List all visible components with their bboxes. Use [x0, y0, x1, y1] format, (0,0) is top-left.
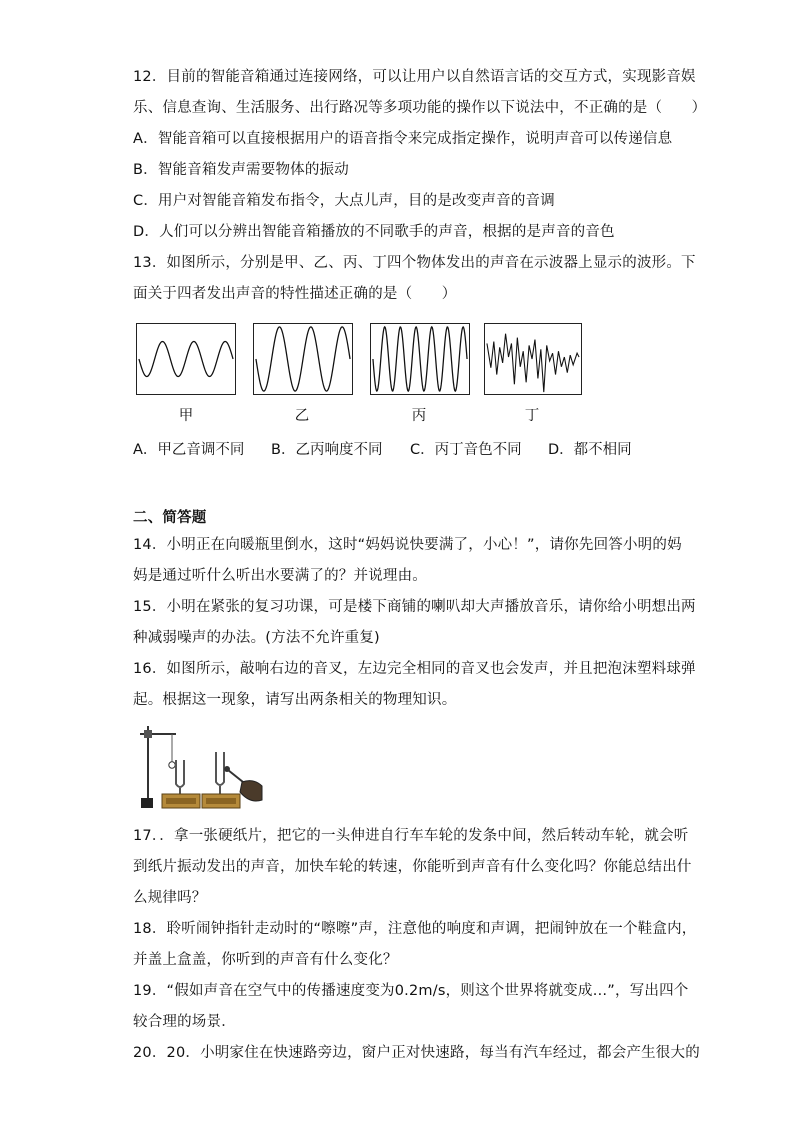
waveform-yi — [253, 323, 353, 395]
q19-line2: 较合理的场景． — [133, 1014, 236, 1030]
section-heading: 二、简答题 — [133, 510, 207, 526]
q13-line2: 面关于四者发出声音的特性描述正确的是（ ） — [133, 286, 457, 302]
tuning-fork-figure — [136, 720, 266, 812]
q14-line2: 妈是通过听什么听出水要满了的？并说理由。 — [133, 568, 427, 584]
q12-line1: 12．目前的智能音箱通过连接网络，可以让用户以自然语言话的交互方式，实现影音娱 — [133, 69, 696, 85]
q12-option-d: D．人们可以分辨出智能音箱播放的不同歌手的声音，根据的是声音的音色 — [133, 224, 615, 240]
wave-label-jia: 甲 — [178, 408, 194, 424]
q13-option-c: C．丙丁音色不同 — [410, 442, 522, 458]
q15-line1: 15．小明在紧张的复习功课，可是楼下商铺的喇叭却大声播放音乐，请你给小明想出两 — [133, 599, 696, 615]
q12-option-c: C．用户对智能音箱发布指令，大点儿声，目的是改变声音的音调 — [133, 193, 555, 209]
waveform-ding — [484, 323, 582, 395]
waveform-bing — [370, 323, 470, 395]
q17-line2: 到纸片振动发出的声音，加快车轮的转速，你能听到声音有什么变化吗？你能总结出什 — [133, 859, 692, 875]
q13-option-a: A．甲乙音调不同 — [133, 442, 245, 458]
q12-line2: 乐、信息查询、生活服务、出行路况等多项功能的操作以下说法中，不正确的是（ ） — [133, 100, 707, 116]
wave-label-ding: 丁 — [524, 408, 540, 424]
q16-line2: 起。根据这一现象，请写出两条相关的物理知识。 — [133, 692, 457, 708]
q17-line3: 么规律吗？ — [133, 890, 207, 906]
q14-line1: 14．小明正在向暖瓶里倒水，这时“妈妈说快要满了，小心！”，请你先回答小明的妈 — [133, 537, 682, 553]
q16-line1: 16．如图所示，敲响右边的音叉，左边完全相同的音叉也会发声，并且把泡沫塑料球弹 — [133, 661, 696, 677]
wave-label-bing: 丙 — [411, 408, 427, 424]
waveform-jia — [136, 323, 236, 395]
q12-option-a: A．智能音箱可以直接根据用户的语音指令来完成指定操作，说明声音可以传递信息 — [133, 131, 673, 147]
wave-label-yi: 乙 — [294, 408, 310, 424]
q19-line1: 19．“假如声音在空气中的传播速度变为0.2m/s，则这个世界将就变成…”，写出四个 — [133, 983, 689, 999]
q18-line1: 18．聆听闹钟指针走动时的“嚓嚓”声，注意他的响度和声调，把闹钟放在一个鞋盒内， — [133, 921, 697, 937]
q12-option-b: B．智能音箱发声需要物体的振动 — [133, 162, 349, 178]
q17-line1: 17．．拿一张硬纸片，把它的一头伸进自行车车轮的发条中间，然后转动车轮，就会听 — [133, 828, 689, 844]
q13-option-b: B．乙丙响度不同 — [271, 442, 383, 458]
q18-line2: 并盖上盒盖，你听到的声音有什么变化？ — [133, 952, 398, 968]
q13-option-d: D．都不相同 — [548, 442, 632, 458]
q15-line2: 种减弱噪声的办法。(方法不允许重复) — [133, 630, 380, 646]
q13-line1: 13．如图所示，分别是甲、乙、丙、丁四个物体发出的声音在示波器上显示的波形。下 — [133, 255, 696, 271]
q20-line1: 20．20．小明家住在快速路旁边，窗户正对快速路，每当有汽车经过，都会产生很大的 — [133, 1045, 700, 1061]
